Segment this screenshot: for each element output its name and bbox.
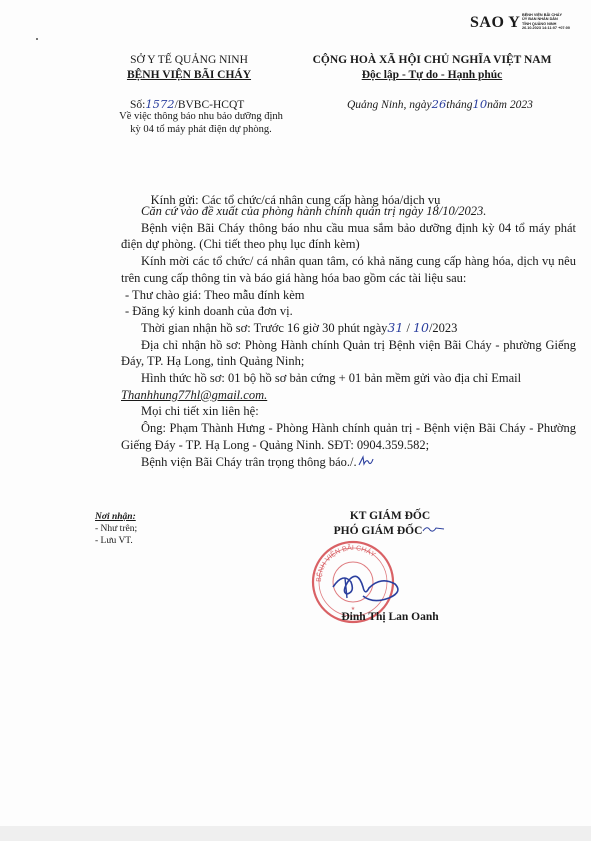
deadline-paragraph (121, 320, 576, 337)
docno-prefix: Số: (130, 99, 146, 111)
org-parent: SỞ Y TẾ QUẢNG NINH (130, 54, 248, 66)
date-prefix: Quảng Ninh, ngày (347, 99, 432, 111)
date-month-label: tháng (446, 99, 473, 111)
body-paragraph: Kính mời các tổ chức/ cá nhân quan tâm, có khả năng cung cấp hàng hóa, dịch vụ nêu trên cung cấp thông tin và báo giá hàng hóa bao gồm các tài liệu sau: (121, 254, 576, 285)
deadline-year: /2023 (428, 320, 458, 335)
deadline-day-handwritten: 31 (387, 319, 404, 335)
date-day-handwritten: 26 (431, 97, 447, 111)
copy-stamp-line: 26.10.2023 14:11:07 +07:00 (522, 26, 571, 31)
recipient-item: - Lưu VT. (95, 536, 133, 546)
document-number (130, 97, 244, 111)
recipient-item: - Như trên; (95, 524, 138, 534)
body-paragraph: Hình thức hồ sơ: 01 bộ hồ sơ bản cứng + 01 bản mềm gửi vào địa chỉ Email (141, 371, 522, 386)
copy-stamp-lines (522, 13, 570, 31)
date-month-handwritten: 10 (472, 97, 488, 111)
docno-suffix: /BVBC-HCQT (174, 99, 245, 111)
document-date (347, 97, 533, 111)
initial-mark-icon (357, 455, 375, 467)
margin-mark (36, 38, 38, 40)
copy-stamp-line: ỦY BAN NHÂN DÂN (522, 17, 558, 22)
recipients-block (95, 511, 137, 547)
email-paragraph (121, 387, 576, 404)
docno-handwritten: 1572 (145, 97, 175, 111)
copy-stamp-line: BỆNH VIỆN BÃI CHÁY (522, 13, 563, 17)
email-address: Thanhhung77hl@gmail.com. (121, 387, 268, 402)
document-subject (95, 111, 307, 136)
national-header (287, 53, 577, 83)
document-body (121, 203, 576, 470)
body-paragraph: Bệnh viện Bãi Cháy thông báo nhu cầu mua sắm bảo dưỡng định kỳ 04 tổ máy phát điện dự phòng. (Chi tiết theo phụ lục đính kèm) (121, 220, 576, 252)
copy-stamp-title: SAO Y (470, 14, 521, 31)
svg-text:BỆNH VIỆN BÃI CHÁY (314, 543, 376, 582)
body-paragraph: Căn cứ vào đề xuất của phòng hành chính quản trị ngày 18/10/2023. (141, 204, 487, 218)
body-bullet: - Đăng ký kinh doanh của đơn vị. (125, 304, 293, 319)
deadline-text: Thời gian nhận hồ sơ: Trước 16 giờ 30 phút ngày (141, 320, 388, 335)
initial-mark-icon (422, 524, 446, 534)
deadline-month-handwritten: 10 (413, 319, 429, 335)
body-paragraph: Địa chỉ nhận hồ sơ: Phòng Hành chính Quản trị Bệnh viện Bãi Cháy - phường Giếng Đáy, TP. Hạ Long, tỉnh Quảng Ninh; (121, 337, 576, 369)
deadline-sep: / (403, 320, 414, 335)
date-year: năm 2023 (487, 99, 533, 111)
greeting-line: Kính gửi: Các tổ chức/cá nhân cung cấp hàng hóa/dịch vụ (150, 193, 441, 207)
national-motto: Độc lập - Tự do - Hạnh phúc (361, 69, 503, 81)
body-paragraph: Ông: Phạm Thành Hưng - Phòng Hành chính quản trị - Bệnh viện Bãi Cháy - Phường Giếng Đáy - TP. Hạ Long - Quảng Ninh. SĐT: 0904.359.582; (121, 421, 576, 452)
body-bullet: - Thư chào giá: Theo mẫu đính kèm (125, 287, 305, 302)
closing-paragraph (121, 454, 576, 471)
subject-line: Về việc thông báo nhu bảo dưỡng định (119, 111, 283, 122)
nation-title: CỘNG HOÀ XÃ HỘI CHỦ NGHĨA VIỆT NAM (312, 54, 552, 66)
organization-header (105, 53, 273, 83)
recipients-label: Nơi nhận: (95, 512, 136, 522)
copy-stamp (470, 8, 590, 34)
svg-text:★: ★ (350, 606, 356, 612)
signer-line: KT GIÁM ĐỐC (349, 510, 431, 522)
scan-bottom-edge (0, 826, 591, 841)
subject-line: kỳ 04 tổ máy phát điện dự phòng. (130, 123, 272, 135)
org-name: BỆNH VIỆN BÃI CHÁY (126, 69, 252, 81)
signer-position: PHÓ GIÁM ĐỐC (333, 525, 423, 537)
body-paragraph: Mọi chi tiết xin liên hệ: (141, 404, 259, 419)
seal-text: BỆNH VIỆN BÃI CHÁY (315, 544, 377, 583)
copy-stamp-line: TỈNH QUẢNG NINH (522, 21, 557, 26)
signer-name: Đinh Thị Lan Oanh (341, 611, 439, 623)
closing-text: Bệnh viện Bãi Cháy trân trọng thông báo./. (141, 454, 357, 469)
